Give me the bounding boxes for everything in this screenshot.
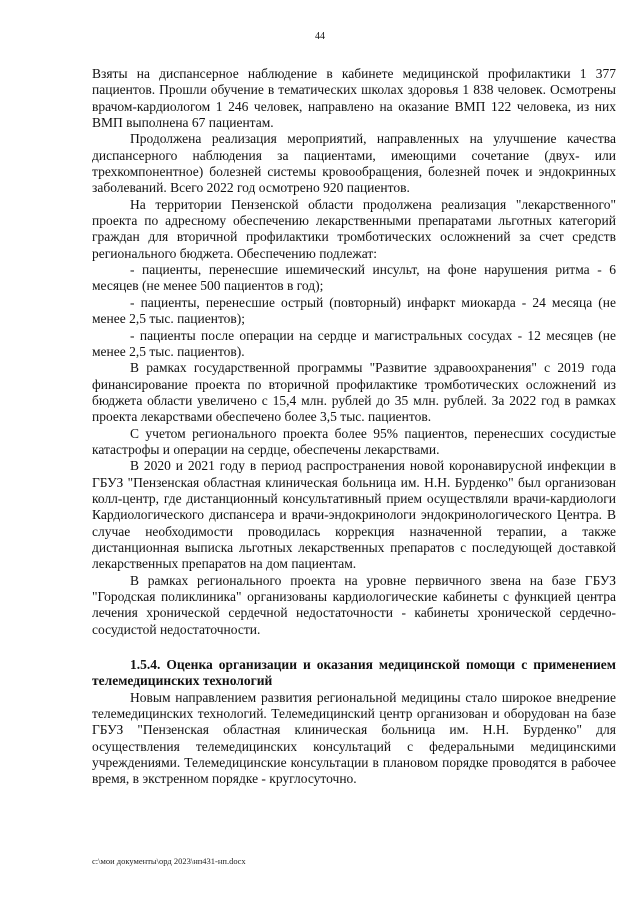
paragraph-7: В рамках регионального проекта на уровне первичного звена на базе ГБУЗ "Городская поликлиника" организованы кардиологические кабинеты с функцией центра лечения хронической сердечной недостаточности - кабинеты хронической сердечно-сосудистой недостаточности. (92, 572, 616, 637)
paragraph-3: На территории Пензенской области продолжена реализация "лекарственного" проекта по адресному обеспечению лекарственными препаратами льготных категорий граждан для вторичной профилактики тромботических осложнений за счет средств регионального бюджета. Обеспечению подлежат: (92, 196, 616, 261)
list-item-3: - пациенты после операции на сердце и магистральных сосудах - 12 месяцев (не менее 2,5 тыс. пациентов). (92, 327, 616, 359)
paragraph-1: Взяты на диспансерное наблюдение в кабинете медицинской профилактики 1 377 пациентов. Прошли обучение в тематических школах здоровья 1 838 человек. Осмотрены врачом-кардиологом 1 246 человек, направлено на оказание ВМП 122 человека, из них ВМП выполнена 67 пациентам. (92, 66, 616, 131)
paragraph-4: В рамках государственной программы "Развитие здравоохранения" с 2019 года финансирование проекта по вторичной профилактике тромботических осложнений из бюджета области увеличено с 15,4 млн. рублей до 35 млн. рублей. За 2022 год в рамках проекта лекарствами обеспечено более 3,5 тыс. пациентов. (92, 360, 616, 425)
document-body (92, 66, 616, 788)
section-paragraph: Новым направлением развития региональной медицины стало широкое внедрение телемедицинских технологий. Телемедицинский центр организован и оборудован на базе ГБУЗ "Пензенская областная клиническая больница им. Н.Н. Бурденко" для осуществления телемедицинских консультаций с федеральными медицинскими учреждениями. Телемедицинские консультации в плановом порядке проводятся в рабочее время, в экстренном порядке - круглосуточно. (92, 689, 616, 787)
footer-file-path: c:\мои документы\орд 2023\нп431-нп.docx (92, 856, 246, 866)
paragraph-6: В 2020 и 2021 году в период распространения новой коронавирусной инфекции в ГБУЗ "Пензенская областная клиническая больница им. Н.Н. Бурденко" был организован колл-центр, где дистанционный консультативный прием осуществляли врачи-кардиологи Кардиологического диспансера и врачи-эндокринологи эндокринологического Центра. В случае необходимости проводилась коррекция назначенной терапии, а также дистанционная выписка льготных лекарственных препаратов с последующей доставкой лекарственных препаратов на дом пациентам. (92, 458, 616, 572)
list-item-2: - пациенты, перенесшие острый (повторный) инфаркт миокарда - 24 месяца (не менее 2,5 тыс. пациентов); (92, 294, 616, 327)
page-number: 44 (315, 31, 325, 42)
list-item-1: - пациенты, перенесшие ишемический инсульт, на фоне нарушения ритма - 6 месяцев (не менее 500 пациентов в год); (92, 262, 616, 294)
paragraph-2: Продолжена реализация мероприятий, направленных на улучшение качества диспансерного наблюдения за пациентами, имеющими сочетание (двух- или трехкомпонентное) болезней системы кровообращения, болезней почек и эндокринных заболеваний. Всего 2022 год осмотрено 920 пациентов. (92, 131, 616, 196)
paragraph-5: С учетом регионального проекта более 95% пациентов, перенесших сосудистые катастрофы и операции на сердце, обеспечены лекарствами. (92, 425, 616, 457)
section-heading: 1.5.4. Оценка организации и оказания медицинской помощи с применением телемедицинских технологий (92, 657, 616, 689)
